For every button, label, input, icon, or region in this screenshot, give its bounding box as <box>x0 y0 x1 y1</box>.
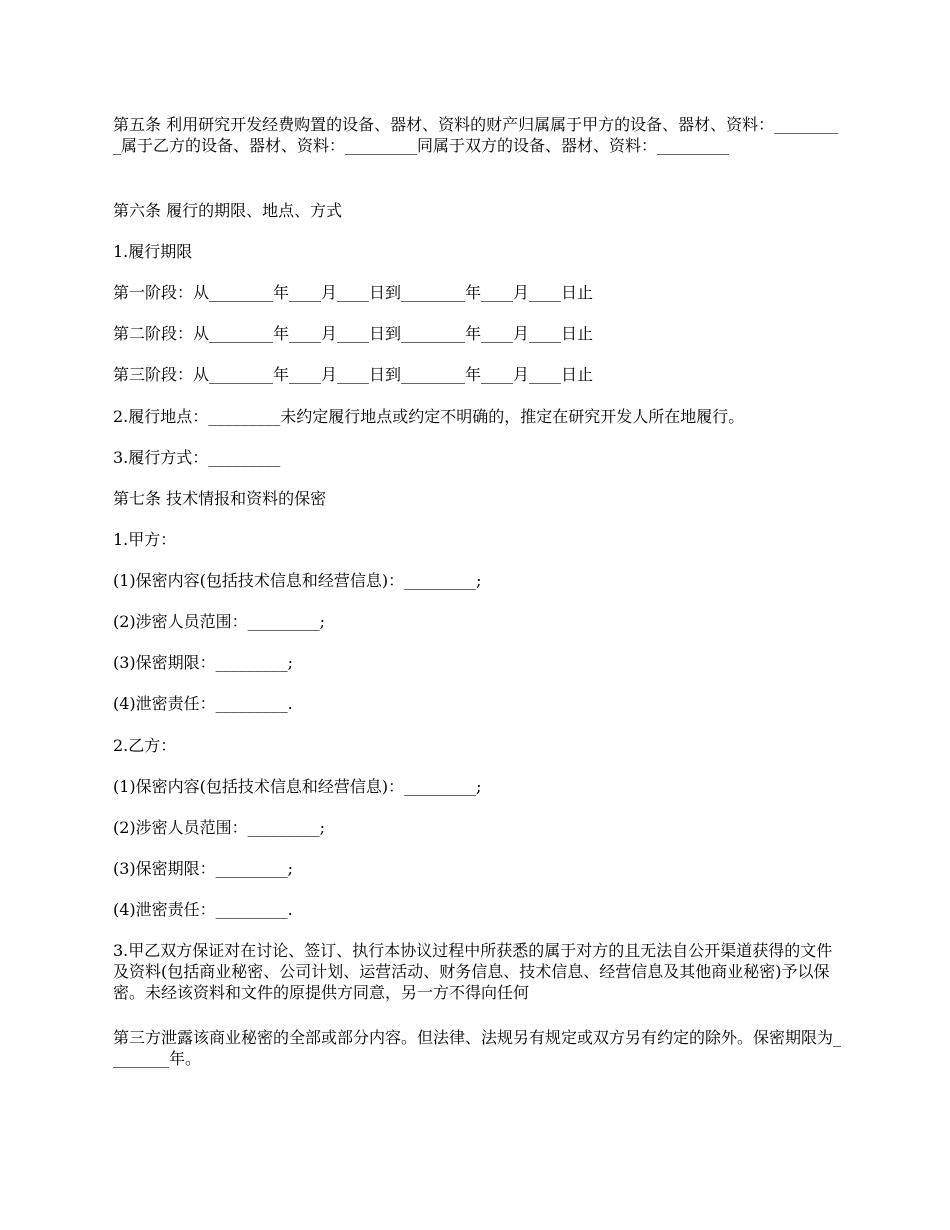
stage-3-line: 第三阶段：从________年____月____日到________年____月____日止 <box>113 365 594 384</box>
party-b-leak-liability: (4)泄密责任：_________. <box>113 900 293 919</box>
party-a-confidentiality-period: (3)保密期限：_________; <box>113 653 294 672</box>
stage-2-line: 第二阶段：从________年____月____日到________年____月____日止 <box>113 324 594 343</box>
party-b-heading: 2.乙方： <box>113 736 177 755</box>
party-a-personnel-scope: (2)涉密人员范围：_________; <box>113 612 326 631</box>
performance-period-heading: 1.履行期限 <box>113 242 193 261</box>
mutual-confidentiality-paragraph: 3.甲乙双方保证对在讨论、签订、执行本协议过程中所获悉的属于对方的且无法自公开渠道获得的文件及资料(包括商业秘密、公司计划、运营活动、财务信息、技术信息、经营信息及其他商业秘密)予以保密。未经该资料和文件的原提供方同意，另一方不得向任何 <box>113 941 833 1002</box>
party-a-heading: 1.甲方： <box>113 530 177 549</box>
article-5-paragraph: 第五条 利用研究开发经费购置的设备、器材、资料的财产归属属于甲方的设备、器材、资料：_________属于乙方的设备、器材、资料：_________同属于双方的设备、器材、资料：_________ <box>113 115 839 155</box>
article-7-title: 第七条 技术情报和资料的保密 <box>113 489 327 508</box>
article-6-title: 第六条 履行的期限、地点、方式 <box>113 201 343 220</box>
party-a-confidential-content: (1)保密内容(包括技术信息和经营信息)：_________; <box>113 571 482 590</box>
party-a-leak-liability: (4)泄密责任：_________. <box>113 694 293 713</box>
party-b-confidentiality-period: (3)保密期限：_________; <box>113 859 294 878</box>
performance-place-line: 2.履行地点：_________未约定履行地点或约定不明确的，推定在研究开发人所在地履行。 <box>113 407 745 426</box>
stage-1-line: 第一阶段：从________年____月____日到________年____月____日止 <box>113 283 594 302</box>
party-b-confidential-content: (1)保密内容(包括技术信息和经营信息)：_________; <box>113 777 482 796</box>
mutual-confidentiality-continuation: 第三方泄露该商业秘密的全部或部分内容。但法律、法规另有规定或双方另有约定的除外。保密期限为________年。 <box>113 1028 842 1068</box>
party-b-personnel-scope: (2)涉密人员范围：_________; <box>113 818 326 837</box>
performance-method-line: 3.履行方式：_________ <box>113 448 281 467</box>
